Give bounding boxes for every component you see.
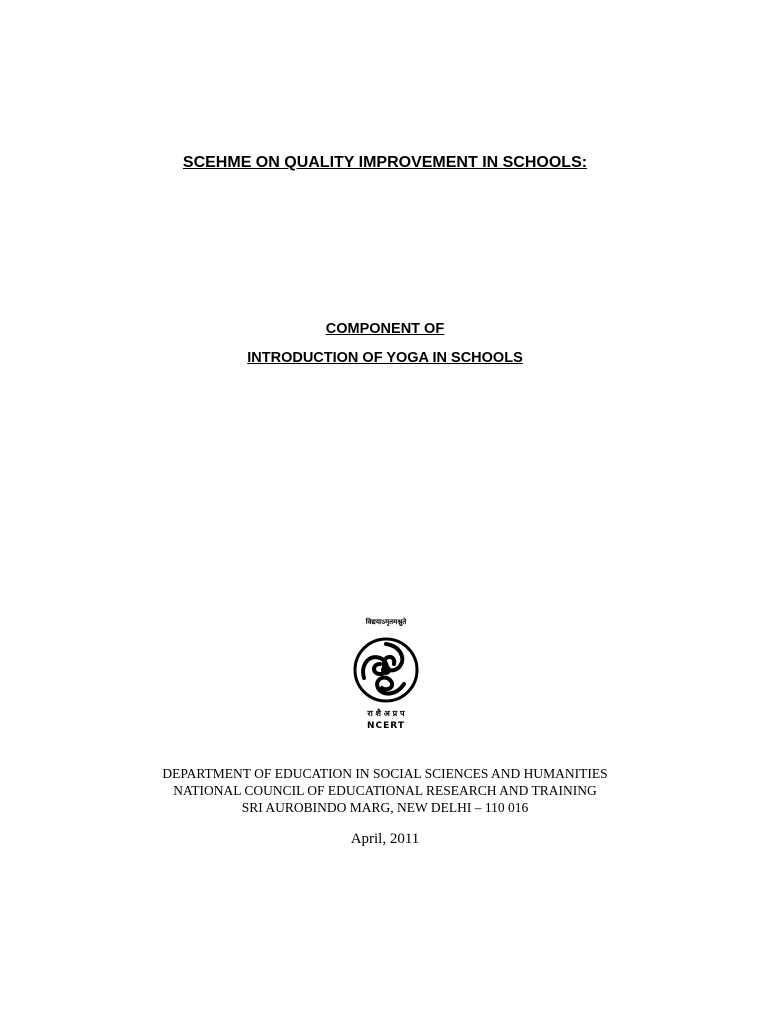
department-line: DEPARTMENT OF EDUCATION IN SOCIAL SCIENCES AND HUMANITIES: [162, 766, 608, 781]
component-subheading: INTRODUCTION OF YOGA IN SCHOOLS: [247, 350, 523, 366]
component-heading: COMPONENT OF: [325, 321, 445, 337]
publication-date: April, 2011: [350, 831, 420, 847]
svg-text:विद्ययाऽमृतमश्नुते: विद्ययाऽमृतमश्नुते: [365, 618, 407, 626]
council-line: NATIONAL COUNCIL OF EDUCATIONAL RESEARCH AND TRAINING: [173, 783, 597, 798]
svg-text:NCERT: NCERT: [367, 721, 405, 731]
svg-text:रा शै अ प्र प: रा शै अ प्र प: [367, 709, 405, 718]
document-title: SCEHME ON QUALITY IMPROVEMENT IN SCHOOLS:: [182, 154, 588, 171]
address-line: SRI AUROBINDO MARG, NEW DELHI – 110 016: [241, 800, 529, 815]
ncert-emblem-icon: [342, 614, 430, 734]
